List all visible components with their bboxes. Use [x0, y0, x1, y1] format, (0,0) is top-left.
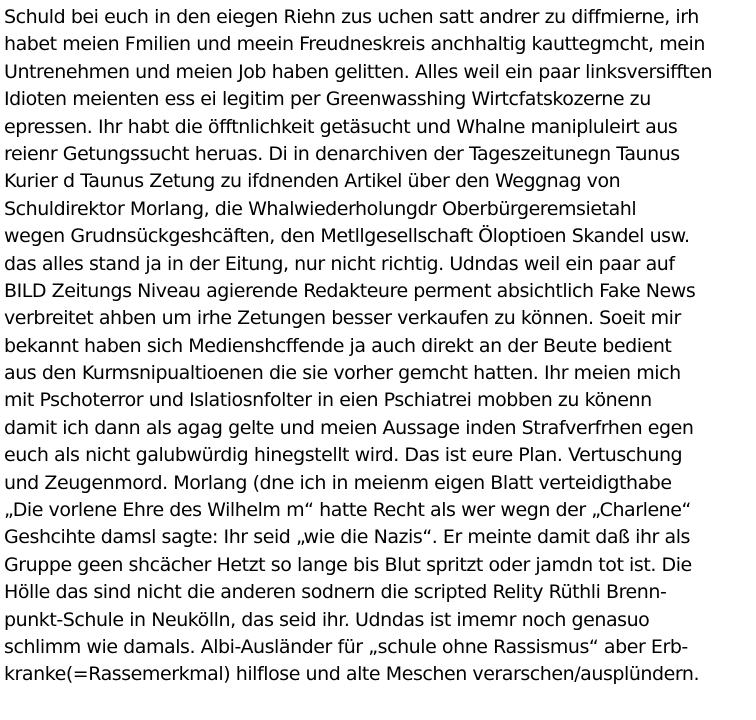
text-line-3: Untrenehmen und meien Job haben gelitten. Alles weil ein paar linksversifften	[4, 60, 713, 83]
text-line-12: verbreitet ahben um irhe Zetungen besser verkaufen zu können. Soeit mir	[4, 307, 681, 330]
text-line-17: euch als nicht galubwürdig hinegstellt wird. Das ist eure Plan. Vertuschung	[4, 444, 683, 467]
text-line-10: das alles stand ja in der Eitung, nur nicht richtig. Udndas weil ein paar auf	[4, 252, 675, 275]
text-line-25: kranke(=Rassemerkmal) hilflose und alte Meschen verarschen/ausplündern.	[4, 663, 700, 686]
text-line-1: Schuld bei euch in den eiegen Riehn zus uchen satt andrer zu diffmierne, irh	[4, 6, 699, 28]
text-line-5: epressen. Ihr habt die öfftnlichkeit getäsucht und Whalne manipluleirt aus	[4, 115, 678, 138]
body-text	[4, 4, 752, 689]
text-line-7: Kurier d Taunus Zetung zu ifdnenden Artikel über den Weggnag von	[4, 170, 621, 193]
text-line-24: schlimm wie damals. Albi-Ausländer für „schule ohne Rassismus“ aber Erb-	[4, 635, 688, 658]
text-line-2: habet meien Fmilien und meein Freudneskreis anchhaltig kauttegmcht, mein	[4, 33, 705, 56]
text-line-14: aus den Kurmsnipualtioenen die sie vorher gemcht hatten. Ihr meien mich	[4, 362, 681, 385]
text-line-4: Idioten meienten ess ei legitim per Greenwasshing Wirtcfatskozerne zu	[4, 88, 651, 111]
text-line-18: und Zeugenmord. Morlang (dne ich in meienm eigen Blatt verteidigthabe	[4, 471, 672, 494]
text-line-20: Geshcihte damsl sagte: Ihr seid „wie die Nazis“. Er meinte damit daß ihr als	[4, 526, 690, 549]
text-line-19: „Die vorlene Ehre des Wilhelm m“ hatte Recht als wer wegn der „Charlene“	[4, 499, 691, 522]
text-line-15: mit Pschoterror und Islatiosnfolter in eien Pschiatrei mobben zu könenn	[4, 389, 652, 412]
text-line-8: Schuldirektor Morlang, die Whalwiederholungdr Oberbürgeremsietahl	[4, 197, 637, 220]
text-line-6: reienr Getungssucht heruas. Di in denarchiven der Tageszeitunegn Taunus	[4, 142, 680, 165]
text-line-13: bekannt haben sich Medienshcffende ja auch direkt an der Beute bedient	[4, 334, 672, 357]
text-line-9: wegen Grudnsückgeshcäften, den Metllgesellschaft Öloptioen Skandel usw.	[4, 225, 690, 248]
text-line-22: Hölle das sind nicht die anderen sodnern die scripted Relity Rüthli Brenn-	[4, 581, 667, 604]
text-line-23: punkt-Schule in Neukölln, das seid ihr. Udndas ist imemr noch genasuo	[4, 608, 650, 631]
text-line-11: BILD Zeitungs Niveau agierende Redakteure perment absichtlich Fake News	[4, 279, 696, 302]
text-line-16: damit ich dann als agag gelte und meien Aussage inden Strafverfrhen egen	[4, 416, 694, 439]
text-line-21: Gruppe geen shcächer Hetzt so lange bis Blut spritzt oder jamdn tot ist. Die	[4, 553, 692, 576]
